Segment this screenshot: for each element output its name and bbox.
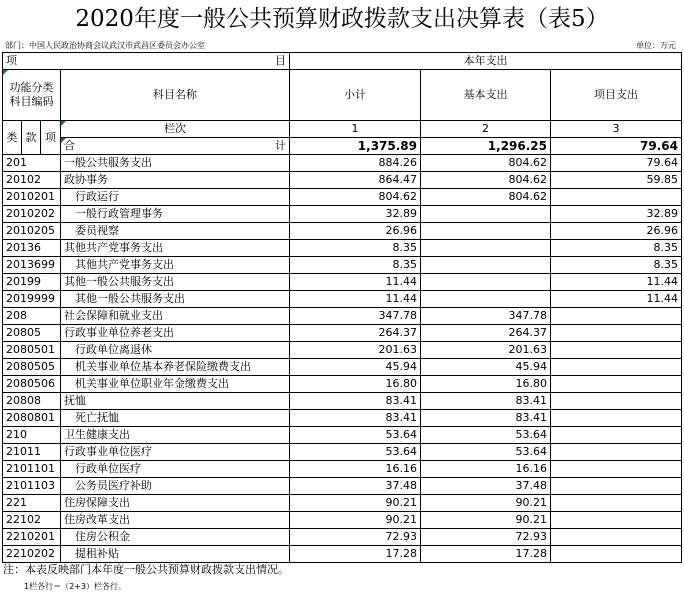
row-basic: 347.78	[421, 308, 551, 325]
row-basic: 45.94	[421, 359, 551, 376]
row-subtotal: 201.63	[290, 342, 421, 359]
row-code: 20805	[3, 325, 61, 342]
header-func-code: 功能分类科目编码	[3, 70, 61, 121]
row-basic: 201.63	[421, 342, 551, 359]
table-row	[3, 546, 682, 563]
row-code: 210	[3, 427, 61, 444]
row-subtotal: 11.44	[290, 291, 421, 308]
total-left: 合	[64, 139, 75, 152]
row-subtotal: 16.80	[290, 376, 421, 393]
row-name: 其他一般公共服务支出	[61, 291, 290, 308]
header-col1: 1	[290, 121, 421, 138]
row-name: 机关事业单位职业年金缴费支出	[61, 376, 290, 393]
header-project: 项目支出	[551, 70, 682, 121]
row-project	[551, 359, 682, 376]
row-name: 行政运行	[61, 189, 290, 206]
row-project	[551, 478, 682, 495]
row-subtotal: 264.37	[290, 325, 421, 342]
row-subtotal: 17.28	[290, 546, 421, 563]
row-project: 8.35	[551, 257, 682, 274]
row-basic	[421, 274, 551, 291]
row-code: 2080506	[3, 376, 61, 393]
row-code: 20136	[3, 240, 61, 257]
header-col2: 2	[421, 121, 551, 138]
row-code: 2210202	[3, 546, 61, 563]
table-row	[3, 223, 682, 240]
row-subtotal: 804.62	[290, 189, 421, 206]
row-subtotal: 8.35	[290, 257, 421, 274]
row-name: 行政单位离退休	[61, 342, 290, 359]
row-project	[551, 427, 682, 444]
table-row	[3, 274, 682, 291]
row-code: 20199	[3, 274, 61, 291]
row-subtotal: 45.94	[290, 359, 421, 376]
row-project: 11.44	[551, 274, 682, 291]
header-subtotal: 小计	[290, 70, 421, 121]
row-subtotal: 16.16	[290, 461, 421, 478]
row-name: 行政事业单位医疗	[61, 444, 290, 461]
row-code: 2010205	[3, 223, 61, 240]
row-project	[551, 376, 682, 393]
row-name: 社会保障和就业支出	[61, 308, 290, 325]
row-name: 机关事业单位基本养老保险缴费支出	[61, 359, 290, 376]
table-row	[3, 393, 682, 410]
row-basic: 804.62	[421, 155, 551, 172]
row-basic	[421, 223, 551, 240]
header-lei: 类	[3, 121, 22, 155]
row-project	[551, 410, 682, 427]
row-subtotal: 347.78	[290, 308, 421, 325]
header-subject-name: 科目名称	[61, 70, 290, 121]
row-code: 208	[3, 308, 61, 325]
row-name: 住房公积金	[61, 529, 290, 546]
row-name: 一般行政管理事务	[61, 206, 290, 223]
row-code: 20808	[3, 393, 61, 410]
row-project	[551, 342, 682, 359]
expenditure-table	[2, 52, 682, 563]
row-basic: 16.80	[421, 376, 551, 393]
row-name: 死亡抚恤	[61, 410, 290, 427]
table-row	[3, 376, 682, 393]
header-basic: 基本支出	[421, 70, 551, 121]
table-row	[3, 308, 682, 325]
row-subtotal: 26.96	[290, 223, 421, 240]
row-basic: 804.62	[421, 189, 551, 206]
row-project	[551, 325, 682, 342]
row-name: 提租补贴	[61, 546, 290, 563]
table-row	[3, 342, 682, 359]
row-name: 行政事业单位养老支出	[61, 325, 290, 342]
table-row	[3, 461, 682, 478]
row-project: 59.85	[551, 172, 682, 189]
row-code: 2210201	[3, 529, 61, 546]
unit-label: 单位：万元	[636, 41, 676, 50]
row-subtotal: 53.64	[290, 444, 421, 461]
row-basic: 53.64	[421, 427, 551, 444]
table-row	[3, 257, 682, 274]
table-row	[3, 291, 682, 308]
table-row	[3, 206, 682, 223]
row-basic	[421, 257, 551, 274]
row-name: 抚恤	[61, 393, 290, 410]
table-row	[3, 172, 682, 189]
row-basic	[421, 206, 551, 223]
row-name: 政协事务	[61, 172, 290, 189]
header-item-cell	[3, 53, 290, 70]
page-title: 2020年度一般公共预算财政拨款支出决算表（表5）	[75, 6, 609, 32]
header-item-right: 目	[275, 54, 286, 67]
row-subtotal: 864.47	[290, 172, 421, 189]
row-code: 2019999	[3, 291, 61, 308]
row-project: 79.64	[551, 155, 682, 172]
table-row	[3, 495, 682, 512]
total-label	[61, 138, 290, 155]
header-xiang: 项	[41, 121, 61, 155]
total-right: 计	[275, 139, 286, 152]
row-project	[551, 512, 682, 529]
row-subtotal: 90.21	[290, 512, 421, 529]
table-row	[3, 189, 682, 206]
row-basic: 16.16	[421, 461, 551, 478]
row-name: 其他共产党事务支出	[61, 240, 290, 257]
row-project	[551, 308, 682, 325]
total-subtotal: 1,375.89	[290, 138, 421, 155]
row-project	[551, 189, 682, 206]
row-code: 2013699	[3, 257, 61, 274]
row-code: 22102	[3, 512, 61, 529]
row-basic: 72.93	[421, 529, 551, 546]
row-project	[551, 444, 682, 461]
table-note-2: 1栏各行＝（2+3）栏各行。	[24, 582, 126, 591]
row-name: 委员视察	[61, 223, 290, 240]
total-project: 79.64	[551, 138, 682, 155]
table-row	[3, 427, 682, 444]
row-subtotal: 83.41	[290, 410, 421, 427]
table-row	[3, 478, 682, 495]
row-subtotal: 32.89	[290, 206, 421, 223]
row-name: 住房保障支出	[61, 495, 290, 512]
row-basic: 804.62	[421, 172, 551, 189]
table-row	[3, 529, 682, 546]
row-subtotal: 8.35	[290, 240, 421, 257]
row-code: 2010202	[3, 206, 61, 223]
row-basic: 83.41	[421, 410, 551, 427]
header-item-left: 项	[6, 54, 17, 67]
row-code: 2080505	[3, 359, 61, 376]
row-basic: 264.37	[421, 325, 551, 342]
header-kuan: 款	[22, 121, 41, 155]
row-basic	[421, 291, 551, 308]
row-project: 26.96	[551, 223, 682, 240]
table-row	[3, 359, 682, 376]
row-name: 行政单位医疗	[61, 461, 290, 478]
row-project: 11.44	[551, 291, 682, 308]
total-basic: 1,296.25	[421, 138, 551, 155]
row-name: 住房改革支出	[61, 512, 290, 529]
table-note: 注：本表反映部门本年度一般公共预算财政拨款支出情况。	[3, 563, 289, 576]
row-code: 2010201	[3, 189, 61, 206]
row-name: 其他一般公共服务支出	[61, 274, 290, 291]
row-project	[551, 393, 682, 410]
row-basic	[421, 240, 551, 257]
row-project: 32.89	[551, 206, 682, 223]
row-code: 2101103	[3, 478, 61, 495]
row-project: 8.35	[551, 240, 682, 257]
row-basic: 53.64	[421, 444, 551, 461]
table-row	[3, 325, 682, 342]
row-project	[551, 461, 682, 478]
row-code: 2101101	[3, 461, 61, 478]
row-basic: 83.41	[421, 393, 551, 410]
table-row	[3, 512, 682, 529]
row-code: 21011	[3, 444, 61, 461]
table-row	[3, 444, 682, 461]
row-subtotal: 884.26	[290, 155, 421, 172]
department-label: 部门：中国人民政治协商会议武汉市武昌区委员会办公室	[5, 41, 205, 50]
row-subtotal: 37.48	[290, 478, 421, 495]
row-name: 一般公共服务支出	[61, 155, 290, 172]
header-lanci: 栏次	[61, 121, 290, 138]
row-project	[551, 546, 682, 563]
row-subtotal: 11.44	[290, 274, 421, 291]
table-row	[3, 240, 682, 257]
row-code: 2080501	[3, 342, 61, 359]
row-code: 221	[3, 495, 61, 512]
row-basic: 90.21	[421, 512, 551, 529]
table-row	[3, 410, 682, 427]
row-subtotal: 90.21	[290, 495, 421, 512]
row-subtotal: 53.64	[290, 427, 421, 444]
row-code: 201	[3, 155, 61, 172]
row-subtotal: 72.93	[290, 529, 421, 546]
row-project	[551, 495, 682, 512]
header-col3: 3	[551, 121, 682, 138]
row-project	[551, 529, 682, 546]
row-code: 20102	[3, 172, 61, 189]
row-basic: 90.21	[421, 495, 551, 512]
table-row	[3, 155, 682, 172]
row-name: 公务员医疗补助	[61, 478, 290, 495]
row-basic: 17.28	[421, 546, 551, 563]
row-name: 其他共产党事务支出	[61, 257, 290, 274]
row-basic: 37.48	[421, 478, 551, 495]
row-code: 2080801	[3, 410, 61, 427]
header-current-year: 本年支出	[290, 53, 682, 70]
row-name: 卫生健康支出	[61, 427, 290, 444]
row-subtotal: 83.41	[290, 393, 421, 410]
